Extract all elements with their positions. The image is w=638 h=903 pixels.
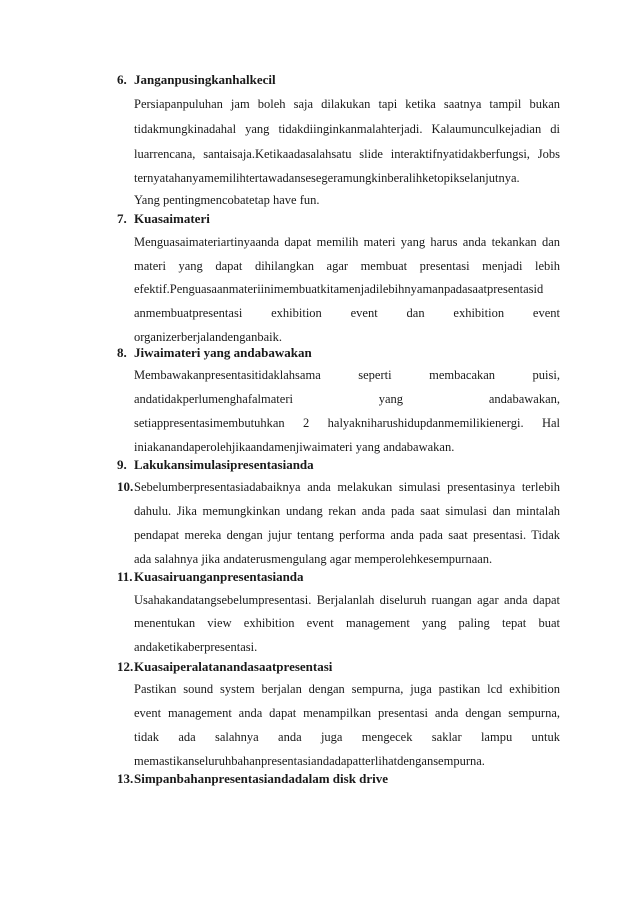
item-heading: Jiwaimateri yang andabawakan (134, 345, 312, 360)
item-number: 11. (117, 569, 133, 584)
item-heading: Lakukansimulasipresentasianda (134, 457, 314, 472)
paragraph-line: Sebelumberpresentasiadabaiknya anda melakukan simulasi presentasinya terlebih (134, 480, 560, 494)
paragraph-line: materi yang dapat dihilangkan agar membuat presentasi menjadi lebih (134, 259, 560, 273)
paragraph-line: efektif.Penguasaanmateriinimembuatkitamenjadilebihnyamanpadasaatpresentasid (134, 282, 544, 296)
item-number: 12. (117, 659, 134, 674)
paragraph-line: luarrencana, santaisaja.Ketikaadasalahsatu slide interaktifnyatidakberfungsi, Jobs (134, 147, 560, 161)
item-number: 6. (117, 72, 127, 87)
paragraph-line: menentukan view exhibition event management yang paling tepat buat (134, 616, 560, 630)
paragraph-line: iniakanandaperolehjikaandamenjiwaimateri yang andabawakan. (134, 440, 455, 454)
item-heading: Kuasairuanganpresentasianda (134, 569, 304, 584)
paragraph-line: andaketikaberpresentasi. (134, 640, 258, 654)
item-heading: Simpanbahanpresentasiandadalam disk drive (134, 771, 389, 786)
paragraph-line: anmembuatpresentasi exhibition event dan exhibition event (134, 306, 560, 320)
item-heading: Kuasaimateri (134, 211, 210, 226)
item-heading: Janganpusingkanhalkecil (134, 72, 276, 87)
paragraph-line: Yang pentingmencobatetap have fun. (134, 193, 320, 207)
paragraph-line: memastikanseluruhbahanpresentasiandadapatterlihatdengansempurna. (134, 754, 485, 768)
paragraph-line: Persiapanpuluhan jam boleh saja dilakukan tapi ketika saatnya tampil bukan (134, 97, 560, 111)
paragraph-line: pendapat mereka dengan jujur tentang performa anda pada saat presentasi. Tidak (134, 528, 560, 542)
paragraph-line: Membawakanpresentasitidaklahsama seperti membacakan puisi, (134, 368, 560, 382)
paragraph-line: ada salahnya jika andaterusmengulang agar memperolehkesempurnaan. (134, 552, 493, 566)
paragraph-line: ternyatahanyamemilihtertawadansesegeramungkinberalihketopikselanjutnya. (134, 171, 520, 185)
paragraph-line: Pastikan sound system berjalan dengan sempurna, juga pastikan lcd exhibition (134, 682, 560, 696)
paragraph-line: Usahakandatangsebelumpresentasi. Berjalanlah diseluruh ruangan agar anda dapat (134, 593, 560, 607)
paragraph-line: tidakmungkinadahal yang tidakdiinginkanmalahterjadi. Kalaumunculkejadian di (134, 122, 560, 136)
paragraph-line: andatidakperlumenghafalmateri yang andabawakan, (134, 392, 560, 406)
item-number: 9. (117, 457, 127, 472)
item-number: 13. (117, 771, 134, 786)
paragraph-line: event management anda dapat menampilkan presentasi anda dengan sempurna, (134, 706, 560, 720)
paragraph-line: Menguasaimateriartinyaanda dapat memilih materi yang harus anda tekankan dan (134, 235, 560, 249)
paragraph-line: dahulu. Jika memungkinkan undang rekan anda pada saat simulasi dan mintalah (134, 504, 560, 518)
paragraph-line: organizerberjalandenganbaik. (134, 330, 282, 344)
item-number: 8. (117, 345, 127, 360)
paragraph-line: tidak ada salahnya anda juga mengecek saklar lampu untuk (134, 730, 560, 744)
item-heading: Kuasaiperalatanandasaatpresentasi (134, 659, 333, 674)
paragraph-line: setiappresentasimembutuhkan 2 halyakniharushidupdanmemilikienergi. Hal (134, 416, 560, 430)
item-number: 7. (117, 211, 127, 226)
item-number: 10. (117, 479, 134, 494)
